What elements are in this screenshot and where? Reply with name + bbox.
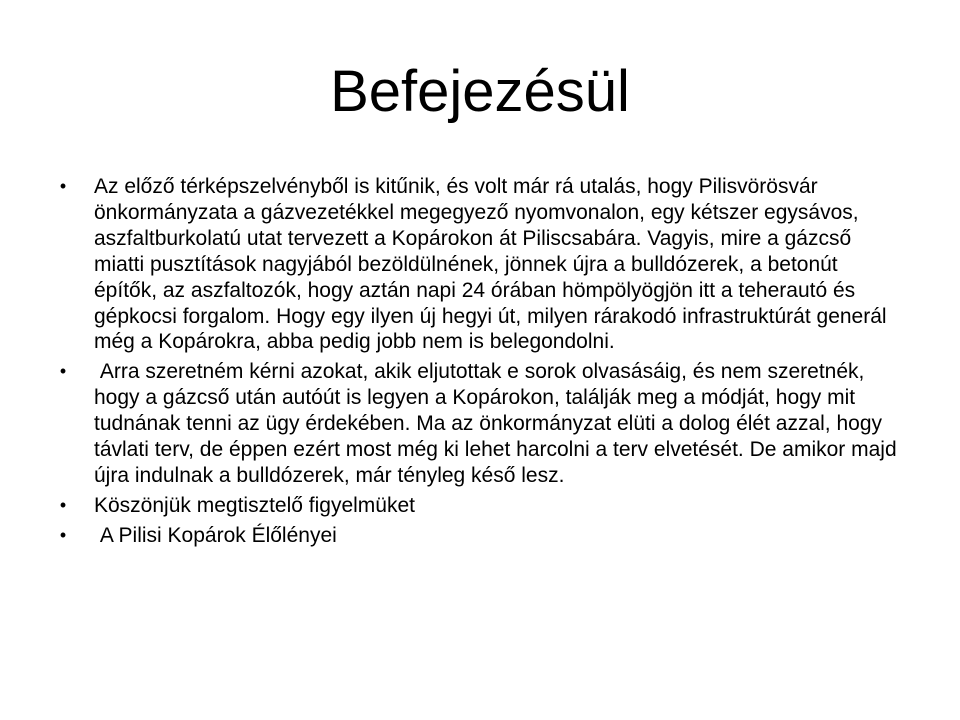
bullet-text-1: Az előző térképszelvényből is kitűnik, és volt már rá utalás, hogy Pilisvörösvár önkormányzata a gázvezetékkel megegyező nyomvonalon, egy kétszer egysávos, aszfaltburkolatú utat tervezett a Kopárokon át Piliscsabára. Vagyis, mire a gázcső miatti pusztítások nagyjából bezöldülnének, jönnek újra a bulldózerek, a betonút építők, az aszfaltozók, hogy aztán napi 24 órában hömpölyögjön itt a teherautó és gépkocsi forgalom. Hogy egy ilyen új hegyi út, milyen rárakodó infrastruktúrát generál még a Kopárokra, abba pedig jobb nem is belegondolni. bbox=[94, 175, 893, 354]
slide-title: Befejezésül bbox=[330, 59, 630, 124]
bullet-icon: • bbox=[59, 524, 67, 545]
bullet-text-4: A Pilisi Kopárok Élőlényei bbox=[94, 523, 337, 547]
bullet-item-1 bbox=[56, 174, 906, 355]
bullet-icon: • bbox=[59, 494, 67, 515]
bullet-item-2 bbox=[56, 359, 906, 489]
bullet-text-3: Köszönjük megtisztelő figyelmüket bbox=[94, 493, 415, 517]
bullet-icon: • bbox=[59, 176, 67, 196]
bullet-item-3 bbox=[56, 493, 906, 519]
bullet-item-4 bbox=[56, 523, 906, 549]
bullet-text-2: Arra szeretném kérni azokat, akik eljutottak e sorok olvasásáig, és nem szeretnék, hogy a gázcső után autóút is legyen a Kopárokon, találják meg a módját, hogy mit tudnának tenni az ügy érdekében. Ma az önkormányzat elüti a dolog élét azzal, hogy távlati terv, de éppen ezért most még ki lehet harcolni a terv elvetését. De amikor majd újra indulnak a bulldózerek, már tényleg késő lesz. bbox=[94, 360, 903, 487]
bullet-icon: • bbox=[59, 361, 67, 382]
bullet-list bbox=[56, 174, 906, 553]
